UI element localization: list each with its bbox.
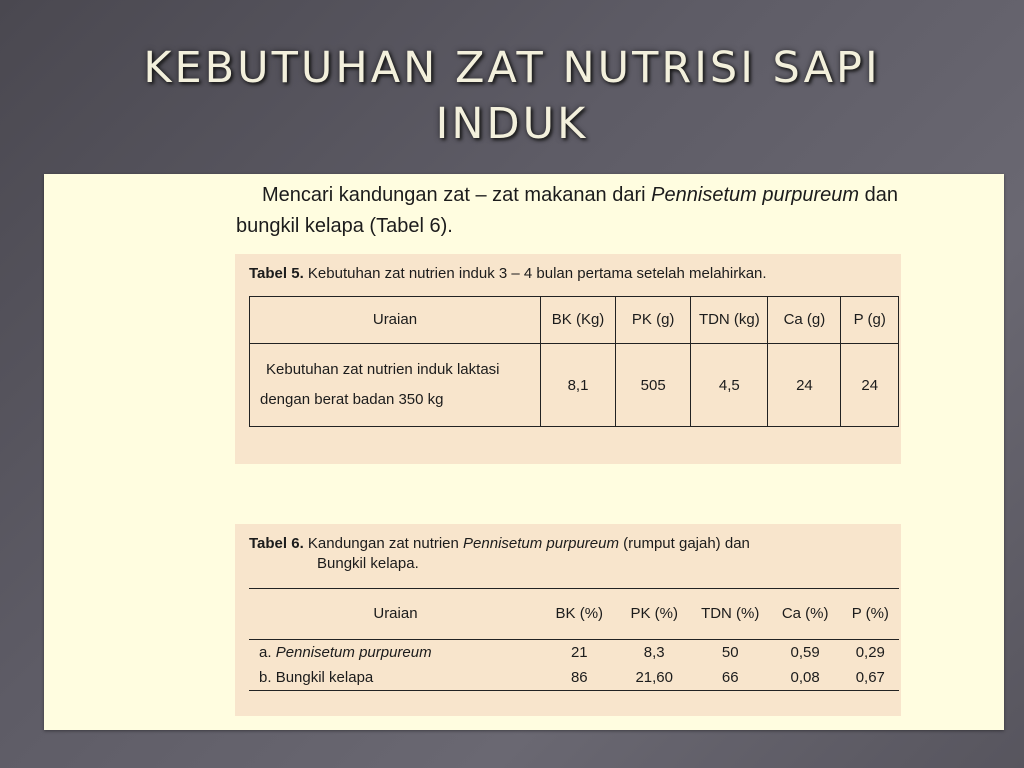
- table5-header-row: [250, 297, 899, 344]
- table6-header: P (%): [842, 589, 899, 640]
- table5: [249, 296, 899, 427]
- table6-header: Uraian: [249, 589, 542, 640]
- table6-cell: 0,67: [842, 665, 899, 691]
- table6-caption: [249, 534, 750, 574]
- row-prefix: a.: [259, 643, 276, 661]
- table5-desc-cell: [250, 344, 541, 427]
- table6-header-row: [249, 589, 899, 640]
- table5-panel: [235, 254, 901, 464]
- table5-caption-label: Tabel 5.: [249, 265, 304, 282]
- row-name: Bungkil kelapa: [275, 668, 374, 686]
- table6: [249, 588, 899, 691]
- table6-cell: 0,29: [855, 643, 885, 661]
- table5-cell: 24: [768, 344, 841, 427]
- table6-cell: 86: [542, 665, 617, 691]
- content-area: [44, 174, 1004, 730]
- table6-header: BK (%): [542, 589, 617, 640]
- table-row: [250, 344, 899, 427]
- intro-paragraph: [236, 180, 898, 242]
- table5-header: P (g): [841, 297, 899, 344]
- table5-cell: 8,1: [540, 344, 615, 427]
- table6-name-cell: [249, 640, 542, 666]
- row-prefix: b.: [259, 668, 276, 686]
- table6-caption-text-b: (rumput gajah) dan: [618, 535, 750, 552]
- table5-desc-line2: dengan berat badan 350 kg: [260, 391, 444, 408]
- slide-title: KEBUTUHAN ZAT NUTRISI SAPI INDUK: [143, 43, 881, 149]
- intro-text-b: dan bungkil kelapa (Tabel 6).: [236, 184, 899, 237]
- intro-text-a: Mencari kandungan zat – zat makanan dari: [262, 184, 652, 206]
- table-row: [249, 640, 899, 666]
- table6-name-cell: [249, 665, 542, 691]
- table5-caption: [249, 264, 767, 284]
- table5-header: Uraian: [250, 297, 541, 344]
- table5-desc-line1: Kebutuhan zat nutrien induk laktasi: [266, 361, 500, 378]
- table6-cell: 50: [721, 643, 739, 661]
- table6-header: Ca (%): [769, 589, 842, 640]
- table5-cell: 4,5: [691, 344, 768, 427]
- table6-cell: 21: [570, 643, 588, 661]
- table5-header: BK (Kg): [540, 297, 615, 344]
- table6-caption-text-a: Kandungan zat nutrien: [303, 535, 464, 552]
- table5-cell: 505: [616, 344, 691, 427]
- table6-cell: 66: [692, 665, 769, 691]
- table6-cell: 0,08: [769, 665, 842, 691]
- table6-caption-italic: Pennisetum purpureum: [463, 535, 619, 552]
- table6-header: PK (%): [617, 589, 692, 640]
- row-name: Pennisetum purpureum: [275, 643, 432, 661]
- table5-header: TDN (kg): [691, 297, 768, 344]
- table6-cell: 8,3: [643, 643, 665, 661]
- intro-italic: Pennisetum purpureum: [651, 184, 860, 206]
- table6-cell: 21,60: [617, 665, 692, 691]
- table6-caption-line2: Bungkil kelapa.: [317, 555, 419, 572]
- table5-header: Ca (g): [768, 297, 841, 344]
- table6-caption-label: Tabel 6.: [249, 535, 304, 552]
- table6-cell: 0,59: [790, 643, 820, 661]
- table6-panel: [235, 524, 901, 716]
- table5-caption-text: Kebutuhan zat nutrien induk 3 – 4 bulan pertama setelah melahirkan.: [303, 265, 767, 282]
- table-row: [249, 665, 899, 691]
- table6-header: TDN (%): [692, 589, 769, 640]
- table5-cell: 24: [841, 344, 899, 427]
- table5-header: PK (g): [616, 297, 691, 344]
